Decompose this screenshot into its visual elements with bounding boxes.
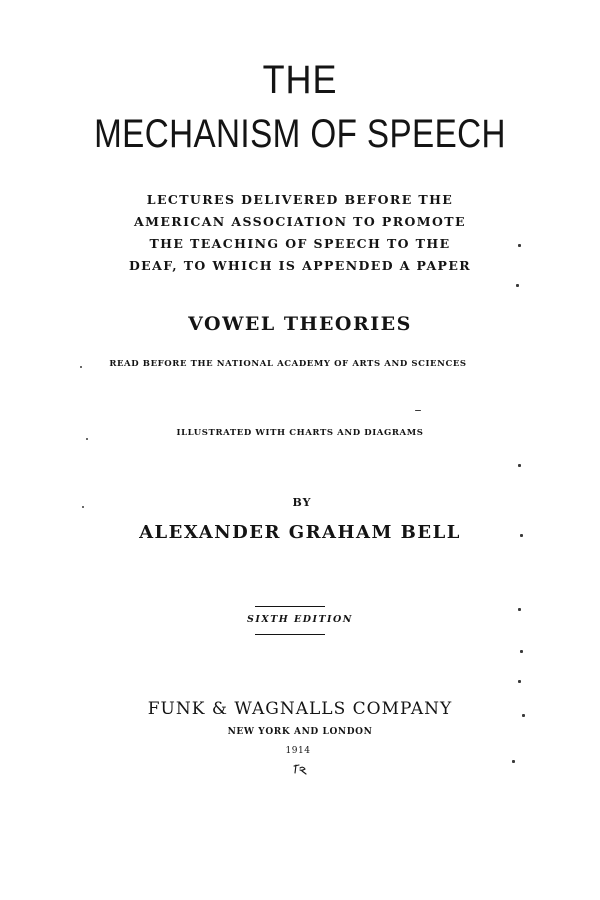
- paper-speck: [518, 680, 521, 683]
- edition-rule-top: [255, 606, 325, 607]
- paper-speck: [512, 760, 515, 763]
- paper-speck: [520, 650, 523, 653]
- publisher-places: NEW YORK AND LONDON: [227, 727, 373, 737]
- edition-rule-bottom: [255, 634, 325, 635]
- paper-speck: [518, 608, 521, 611]
- paper-speck: [522, 714, 525, 717]
- lectures-line-1: LECTURES DELIVERED BEFORE THE: [146, 192, 454, 207]
- paper-speck: [80, 366, 82, 368]
- publication-year: 1914: [285, 746, 311, 756]
- handwritten-mark: [292, 762, 308, 776]
- author-name: ALEXANDER GRAHAM BELL: [139, 522, 461, 543]
- paper-speck: [520, 534, 523, 537]
- by-line: BY: [292, 496, 312, 509]
- paper-speck: [518, 244, 521, 247]
- lectures-line-4: DEAF, TO WHICH IS APPENDED A PAPER: [128, 258, 472, 273]
- paper-speck: [82, 506, 84, 508]
- paper-speck: [415, 410, 421, 411]
- edition-label: SIXTH EDITION: [247, 614, 353, 625]
- paper-title: VOWEL THEORIES: [188, 313, 412, 335]
- paper-speck: [86, 438, 88, 440]
- publisher-name: FUNK & WAGNALLS COMPANY: [147, 699, 453, 719]
- paper-speck: [516, 284, 519, 287]
- read-before-line: READ BEFORE THE NATIONAL ACADEMY OF ARTS AND SCIENCES: [109, 359, 467, 369]
- lectures-line-2: AMERICAN ASSOCIATION TO PROMOTE: [134, 214, 466, 229]
- paper-speck: [518, 464, 521, 467]
- title-line-1: THE: [262, 58, 338, 102]
- lectures-line-3: THE TEACHING OF SPEECH TO THE: [149, 236, 451, 251]
- illustrated-line: ILLUSTRATED WITH CHARTS AND DIAGRAMS: [176, 428, 424, 438]
- title-line-2: MECHANISM OF SPEECH: [94, 112, 506, 156]
